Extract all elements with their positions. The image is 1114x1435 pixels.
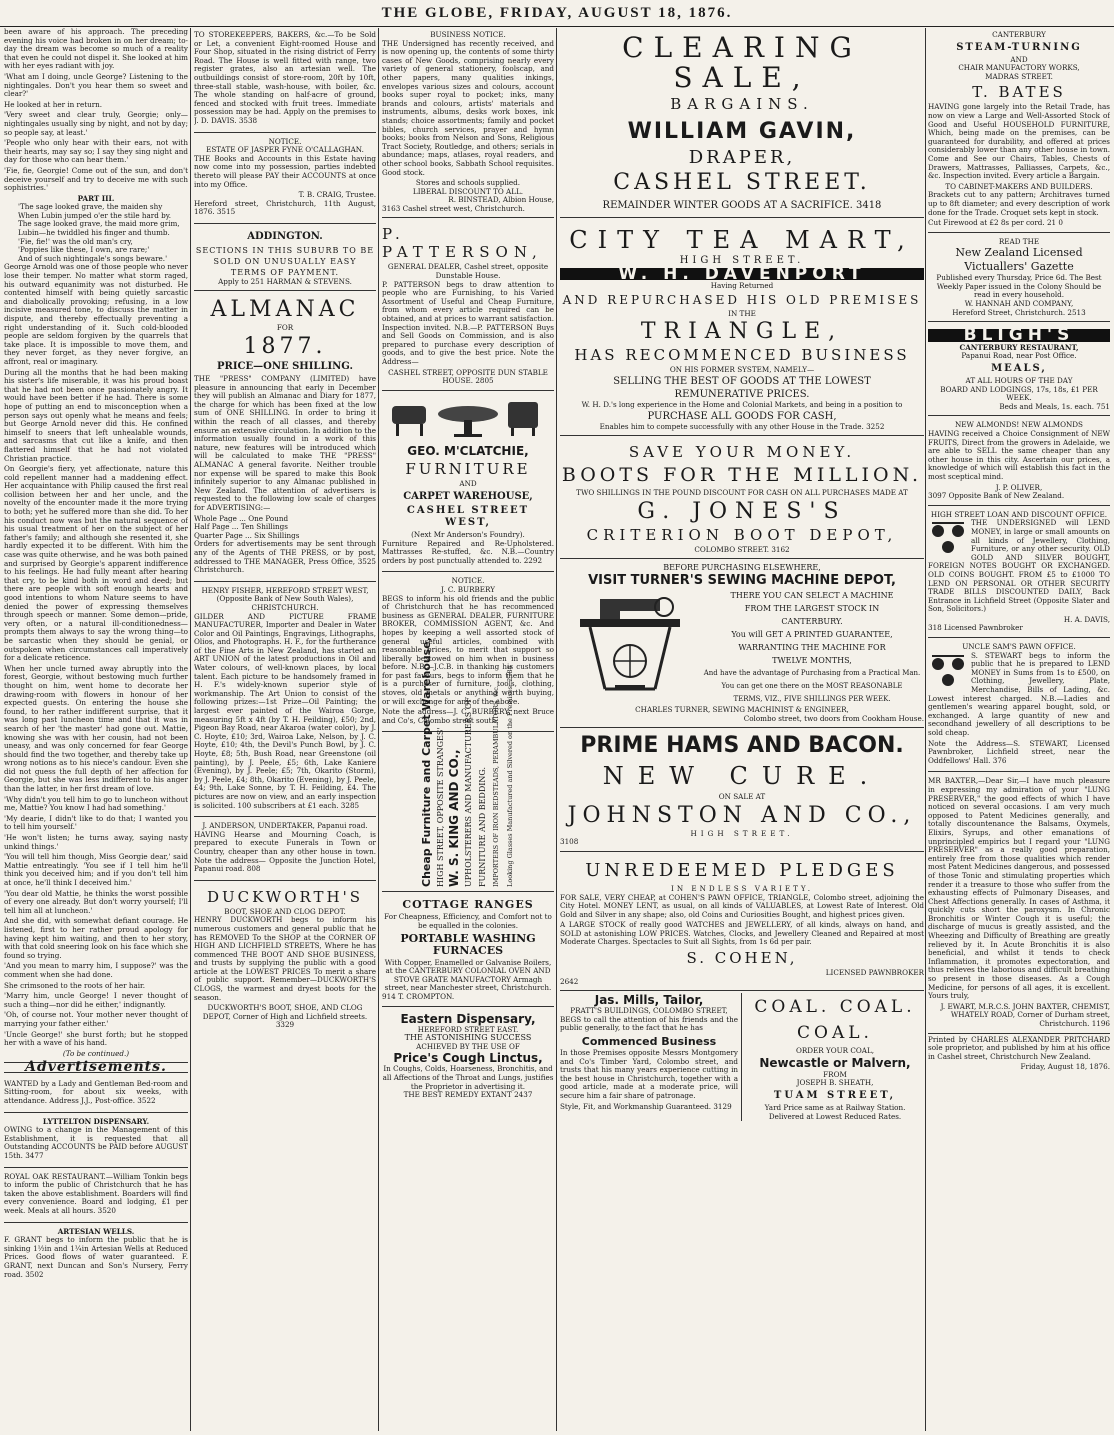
ad-coal-sheath: COAL. COAL. COAL. ORDER YOUR COAL, Newcastle or Malvern, FROM JOSEPH B. SHEATH, TUAM STREET, Yard Price same as at Railway Station. Delivered at Lowest Reduced Rates.	[754, 997, 916, 1121]
ad-baxter-lung-preserver: MR BAXTER,—Dear Sir,—I have much pleasure in expressing my admiration of your "LUNG PRESERVER," the good effects of which I have noticed on several occasions. I am very much opposed to Patent Medicines generally, and totally discountenance the Balsams, Oxymels, Elixirs, Syrups, and other emanations of unprincipled empirics but I regard your "LUNG PRESERVER" as a really good preparation, entirely free from those qualities which render most Patent Medicines dangerous, and possessed of those Tonic and stimulating properties which render it a treasure to those who suffer from the exhausting effects of Pulmonary Diseases, and Chest Affections generally. In cases of Asthma, it quickly cuts short the paroxysm. In Chronic Bronchitis or Winter Cough it is useful; the discharge of mucus is greatly assisted, and the Wheezing and Difficulty of Breathing are greatly relieved by it. In Acute Bronchitis it is also beneficial, and whilst it tends to check Inflammation, it promotes expectoration, and thus relieves the laborious and difficult breathing so present in those diseases. As a Cough Medicine, for persons of all ages, it is excellent. Yours truly, J. EWART, M.R.C.S. JOHN BAXTER, CHEMIST, WHATELY ROAD, Corner of Durham street, Christchurch. 1196	[928, 774, 1110, 1033]
part-heading: PART III.	[77, 193, 115, 203]
story-paragraph: 'You dear old Mattie, he thinks the worst possible of every one already. But don't worry yourself; I'll tell him all at luncheon.'	[4, 888, 188, 915]
story-paragraph: 'Oh, of course not. Your mother never thought of marrying your father either.'	[4, 1010, 188, 1028]
column-1	[4, 28, 188, 1431]
advertisements-heading: Advertisements.	[4, 1062, 188, 1073]
poem-line: When Lubin jumped o'er the stile hard by.	[18, 210, 172, 220]
ad-henry-fisher: HENRY FISHER, HEREFORD STREET WEST, (Opposite Bank of New South Wales), CHRISTCHURCH. GILDER AND PICTURE FRAME MANUFACTURER, Importer and Dealer in Water Color and Oil Paintings, Engravings, Lithographs, Olios, and Photographs. H. F., for the furtherance of the Fine Arts in New Zealand, has started an ART UNION of the latest productions in Oil and Water colours, of well-known places, by local talent. Each picture to be handsomely framed in H. F.'s widely-known superior style of workmanship. The Art Union to consist of the following prizes:—1st Prize—Oil Painting; the largest ever painted of the Wairoa Gorge, measuring 5ft x 4ft (by T. H. Feilding), £50; 2nd, Pigeon Bay Road, near Akaroa (water color), by J. C. Hoyte, £10; 3rd, Wairoa Lake, Nelson, by J. C. Hoyte, £10; 4th, the Devil's Punch Bowl, by J. C. Hoyte, £8; 5th, Bush Road, near Greenstone (oil painting), by J. Peele, £5; 6th, Lake Kaniere (Evening), by J. Peele; £5; 7th, Okarito (Storm), by J. Peele, £4; 8th, Okarito (Evening), by J. Peele, £4; 9th, Lake Sonne, by T. H. Feilding, £4. The pictures are now on view, and an early inspection is solicited. 100 subscribers at £1 each. 3285	[194, 584, 376, 817]
column-5	[928, 28, 1110, 1431]
story-paragraph: 'You will tell him though, Miss Georgie dear,' said Mattie entreatingly. 'You see if I tell him he'll think you deceived him; and if you don't tell him at once, he'll think I deceived him.'	[4, 852, 188, 887]
ad-almanac: ALMANAC FOR 1877. PRICE—ONE SHILLING. THE "PRESS" COMPANY (LIMITED) have pleasure in announcing that early in December they will publish an Almanac and Diary for 1877, the charge for which has been fixed at the low sum of ONE SHILLING. In order to bring it within the reach of all classes, and thereby ensure an extensive circulation. In addition to the information usually found in a work of this nature, new features will be introduced which will be calculated to make THE "PRESS" ALMANAC A general favorite. Neither trouble nor expense will be spared to make this Book infinitely superior to any Almanac published in New Zealand. The attention of advertisers is requested to the following low scale of charges for ADVERTISING:— Whole Page ... One Pound Half Page ... Ten Shillings Quarter Page ... Six Shillings Orders for advertisements may be sent through any of the Agents of THE PRESS, or by post, addressed to THE MANAGER, Press Office, 3525 Christchurch.	[194, 293, 376, 581]
masthead: THE GLOBE, FRIDAY, AUGUST 18, 1876.	[0, 0, 1114, 27]
story-paragraph: When her uncle turned away abruptly into the forest, Georgie, without bestowing much further thought on him, went home to decorate her drawing-room with flowers in honour of her expected guests. On entering the house she found, to her rather indifferent surprise, that it was long past luncheon time and that it was in search of her 'the master' had gone out. Mattie, knowing she was with her cousin, had not been uneasy, and was only concerned for fear George should find the two together, and thereby take up wrong notions as to his niece's candour. Even she did not guess the full depth of her affection for Georgie, but she was less indifferent to his anger than the latter, in her first dream of love.	[4, 663, 188, 794]
story-paragraph: 'People who only hear with their ears, not with their hearts, may say so; I say they sing night and day for those who can hear them.'	[4, 138, 188, 165]
furniture-illustration	[382, 396, 554, 442]
ad-ws-king: Cheap Furniture and Carpet Warehouse, HIGH STREET, OPPOSITE STRANGES' W. S. KING AND CO., UPHOLSTERERS AND MANUFACTURERS OF FURNITURE AND BEDDING. IMPORTERS OF IRON BEDSTEADS, PERAMBULATORS, &c. Looking Glasses Manufactured and Silvered on the Premises. 2784	[382, 734, 554, 892]
ad-wanted: WANTED by a Lady and Gentleman Bed-room and Sitting-room, for about six weeks, with attendance. Address J.J., Post-office. 3522	[4, 1077, 188, 1113]
ad-jas-mills: Jas. Mills, Tailor, PRATT'S BUILDINGS, COLOMBO STREET, BEGS to call the attention of his friends and the public generally, to the fact that he has Commenced Business In those Premises opposite Messrs Montgomery and Co's Timber Yard, Colombo street, and trusts that his many years experience cutting in the best house in Christchurch, together with a good article, made at a moderate price, will secure him a fair share of patronage. Style, Fit, and Workmanship Guaranteed. 3129	[560, 993, 742, 1121]
ad-cottage-ranges: COTTAGE RANGES For Cheapness, Efficiency, and Comfort not to be equalled in the colonies. PORTABLE WASHING FURNACES With Copper, Enamelled or Galvanise Boilers, at the CANTERBURY COLONIAL OVEN AND STOVE GRATE MANUFACTORY Armagh street, near Manchester street, Christchurch. 914 T. CROMPTON.	[382, 894, 554, 1006]
story-paragraph: She crimsoned to the roots of her hair.	[4, 980, 145, 990]
story-paragraph: 'My dearie, I didn't like to do that; I wanted you to tell him yourself.'	[4, 813, 188, 832]
poem	[4, 203, 188, 263]
story-paragraph: 'He won't listen; he turns away, saying nasty unkind things.'	[4, 833, 188, 851]
story-paragraph: He looked at her in return.	[4, 99, 103, 109]
story-paragraph: 'Marry him, uncle George! I never thought of such a thing—nor did he either,' indignantly.	[4, 991, 188, 1009]
ad-lyttelton-dispensary: LYTTELTON DISPENSARY. OWING to a change in the Management of this Establishment, it is requested that all Outstanding ACCOUNTS be PAID before AUGUST 15th. 3477	[4, 1115, 188, 1168]
poem-line: 'The sage looked grave, the maiden shy	[18, 202, 163, 212]
ad-notice-estate: NOTICE. ESTATE OF JASPER FYNE O'CALLAGHAN. THE Books and Accounts in this Estate having now come into my possession, parties indebted thereto will please PAY their ACCOUNTS at once into my Office. T. B. CRAIG, Trustee. Hereford street, Christchurch, 11th August, 1876. 3515	[194, 135, 376, 224]
column-2	[194, 28, 376, 1431]
story-paragraph: 'What am I doing, uncle George? Listening to the nightingales. Don't you hear them so sweet and clear?'	[4, 71, 188, 99]
ad-cohen-pledges: UNREDEEMED PLEDGES IN ENDLESS VARIETY. FOR SALE, VERY CHEAP, at COHEN'S PAWN OFFICE, TRIANGLE, Colombo street, adjoining the City Hotel. MONEY LENT, as usual, on all kinds of VALUABLES, at Lowest Rate of Interest. Old Gold and Silver in any shape; also, old Coins and Curiosities Bought, and highest prices given. A LARGE STOCK of really good WATCHES and JEWELLERY, of all kinds, always on hand, and SOLD at astonishing LOW PRICES. Watches, Clocks, and Jewellery Cleaned and Repaired at most Moderate Charges. Spectacles to Suit all Sights, from 1s 6d per pair. S. COHEN, LICENSED PAWNBROKER 2642	[560, 854, 924, 991]
ad-duckworth: DUCKWORTH'S BOOT, SHOE AND CLOG DEPOT. HENRY DUCKWORTH begs to inform his numerous customers and general public that he has REMOVED To the SHOP at the CORNER OF HIGH AND LICHFIELD STREETS, Where he has commenced THE BOOT AND SHOE BUSINESS, and trusts by supplying the public with a good article at the LOWEST PRICES To merit a share of public support. Remember—DUCKWORTH'S CLOGS, the warmest and dryest boots for the season. DUCKWORTH'S BOOT, SHOE, AND CLOG DEPOT, Corner of High and Lichfield streets. 3329	[194, 887, 376, 1030]
ad-patterson: P. PATTERSON, GENERAL DEALER, Cashel street, opposite Dunstable House. P. PATTERSON begs to draw attention to people who are Furnishing, to his Varied Assortment of Useful and Cheap Furniture, from whom every article required can be obtained, and at prices to warrant satisfaction. Inspection invited. N.B.—P. PATTERSON Buys and Sell Goods on Commission, and is also prepared to purchase every description of goods, and to give the best price. Note the Address— CASHEL STREET, OPPOSITE DUN STABLE HOUSE. 2805	[382, 220, 554, 390]
story-paragraph: 'Why didn't you tell him to go to luncheon without me, Mattie? You know I had had something.'	[4, 794, 188, 813]
poem-line: The sage looked grave, the maid more grim,	[18, 219, 180, 229]
ad-jones-boots: SAVE YOUR MONEY. BOOTS FOR THE MILLION. TWO SHILLINGS IN THE POUND DISCOUNT FOR CASH ON ALL PURCHASES MADE AT G. JONES'S CRITERION BOOT DEPOT, COLOMBO STREET. 3162	[560, 438, 924, 559]
ad-loan-office: HIGH STREET LOAN AND DISCOUNT OFFICE. THE UNDERSIGNED will LEND MONEY, in large or small amounts on all kinds of Jewellery, Clothing, Furniture, or any other security. OLD GOLD AND SILVER BOUGHT, FOREIGN NOTES BOUGHT OR EXCHANGED. OLD COINS BOUGHT. FROM £5 to £1000 TO LEND ON PERSONAL OR OTHER SECURITY TRADE BILLS DISCOUNTED DAILY, Back Entrance in Lichfield Street (Opposite Slater and Son, Solicitors.) H. A. DAVIS, 318 Licensed Pawnbroker	[928, 508, 1110, 638]
story-paragraph: 'Uncle George!' she burst forth; but he stopped her with a wave of his hand.	[4, 1029, 188, 1048]
ad-uncle-sams: UNCLE SAM'S PAWN OFFICE. S. STEWART begs to inform the public that he is prepared to LEND MONEY in Sums from 1s to £500, on Clothing, Jewellery, Plate, Merchandise, Bills of Lading, &c. Lowest interest charged. N.B.—Ladies and gentlemen's wearing apparel bought, sold, or exchanged. A large quantity of new and secondhand jewellery of all descriptions to be sold cheap. Note the Address—S. STEWART, Licensed Pawnbroker, Lichfield street, near the Oddfellows' Hall. 376	[928, 640, 1110, 772]
bottom-ads-row	[560, 993, 924, 1121]
ad-artesian-wells: ARTESIAN WELLS. F. GRANT begs to inform the public that he is sinking 1½in and 1¼in Artesian Wells at Reduced Prices. Good flows of water guaranteed. F. GRANT, next Duncan and Son's Nursery, Ferry road. 3502	[4, 1226, 188, 1279]
poem-line: And of such nightingale's songs beware.'	[18, 253, 168, 263]
ad-nz-gazette: READ THE New Zealand Licensed Victuallers' Gazette Published every Thursday, Price 6d. The Best Weekly Paper issued in the Colony Should be read in every household. W. HANNAH AND COMPANY, Hereford Street, Christchurch. 2513	[928, 235, 1110, 323]
ad-city-tea-mart: CITY TEA MART, HIGH STREET. W. H. DAVENPORT Having Returned AND REPURCHASED HIS OLD PREMISES IN THE TRIANGLE, HAS RECOMMENCED BUSINESS ON HIS FORMER SYSTEM, NAMELY— SELLING THE BEST OF GOODS AT THE LOWEST REMUNERATIVE PRICES. W. H. D.'s long experience in the Home and Colonial Markets, and being in a position to PURCHASE ALL GOODS FOR CASH, Enables him to compete successfully with any other House in the Trade. 3252	[560, 220, 924, 436]
ad-johnston-hams: PRIME HAMS AND BACON. NEW CURE. ON SALE AT JOHNSTON AND CO., HIGH STREET. 3108	[560, 730, 924, 852]
story-paragraph: 'Very sweet and clear truly, Georgie; only—nightingales usually sing by night, and not by day; so people say, at least.'	[4, 110, 188, 137]
ad-mclatchie: GEO. M'CLATCHIE, FURNITURE AND CARPET WAREHOUSE, CASHEL STREET WEST, (Next Mr Anderson's Foundry). Furniture Repaired and Re-Upholstered. Mattrasses Re-stuffed, &c. N.B.—Country orders by post punctually attended to. 2292	[382, 393, 554, 573]
story-part-1	[4, 28, 188, 193]
ad-turner-sewing: BEFORE PURCHASING ELSEWHERE, VISIT TURNER'S SEWING MACHINE DEPOT, THERE YOU CAN SELECT A MACHINE FROM THE LARGEST STOCK IN CANTERBURY. You will GET A PRINTED GUARANTEE, WARRANTING THE MACHINE FOR TWELVE MONTHS, And have the advantage of Purchasing from a Practical Man. You can get one there on the MOST REASONABLE TERMS, VIZ., FIVE SHILLINGS PER WEEK. CHARLES TURNER, SEWING MACHINIST & ENGINEER, Colombo street, two doors from Cookham House.	[560, 561, 924, 728]
poem-line: Lubin—he twiddled his finger and thumb.	[18, 228, 170, 238]
ad-anderson-undertaker: J. ANDERSON, UNDERTAKER, Papanui road. HAVING Hearse and Mourning Coach, is prepared to execute Funerals in Town or Country, cheaper than any other house in town. Note the address— Opposite the Junction Hotel, Papanui road. 808	[194, 819, 376, 881]
story-part-2	[4, 263, 188, 1047]
sewing-machine-illustration	[560, 589, 700, 699]
pawnbroker-balls-icon	[928, 652, 968, 688]
story-paragraph: George Arnold was one of those people who never lose their temper. No matter what storm raged, his outward equanimity was not disturbed. He contented himself with being quietly sarcastic and diabolically provoking; refusing, in a low incisive measured tone, to discuss the matter in dispute, and thereby effectually preventing a right understanding of it. Such cold-blooded people are seldom forgiven by the quarrels that take place. It is impossible to move them, and they never forget, as they never forgive, an affront, real or imaginary.	[4, 262, 188, 366]
column-4	[560, 28, 924, 1431]
ad-new-almonds: NEW ALMONDS! NEW ALMONDS HAVING received a Choice Consignment of NEW FRUITS, Direct from the growers in Adelaide, we are able to SELL the same cheaper than any other house in this city. Ascertain our prices, a knowledge of which will establish this fact in the most sceptical mind. J. P. OLIVER, 3097 Opposite Bank of New Zealand.	[928, 418, 1110, 505]
to-be-continued: (To be continued.)	[62, 1048, 130, 1058]
poem-line: 'Poppies like these, I own, are rare;'	[18, 245, 150, 255]
ad-addington: ADDINGTON. SECTIONS IN THIS SUBURB TO BE SOLD ON UNUSUALLY EASY TERMS OF PAYMENT. Apply to 251 HARMAN & STEVENS.	[194, 226, 376, 292]
ad-blighs: BLIGH'S CANTERBURY RESTAURANT, Papanui Road, near Post Office. MEALS, AT ALL HOURS OF THE DAY BOARD AND LODGINGS, 17s, 18s, £1 PER WEEK. Beds and Meals, 1s. each. 751	[928, 324, 1110, 416]
ad-eastern-dispensary: Eastern Dispensary, HEREFORD STREET EAST. THE ASTONISHING SUCCESS ACHIEVED BY THE USE OF Price's Cough Linctus, In Coughs, Colds, Hoarseness, Bronchitis, and all Affections of the Throat and Lungs, justifies the Proprietor in advertising it. THE BEST REMEDY EXTANT 2437	[382, 1011, 554, 1100]
story-paragraph: been aware of his approach. The preceding evening his voice had broken in on her dream; to-day the dream was become so much of a reality that even he could not dispel it. She looked at him with her eyes radiant with joy.	[4, 28, 188, 71]
story-paragraph: 'Fie, fie, Georgie! Come out of the sun, and don't deceive yourself and try to deceive me with such sophistries.'	[4, 165, 188, 193]
column-3	[382, 28, 554, 1431]
poem-line: 'Fie, fie!' was the old man's cry,	[18, 236, 133, 246]
story-paragraph: On Georgie's fiery, yet affectionate, nature this cold repellent manner had a maddening effect. Her acquaintance with Philip caused the first real collision between her and her uncle, and the novelty of the encounter made it the more trying to both; yet he suffered more than she did. To her his conduct now was but the natural sequence of his usual treatment of her on the subject of her father's family; and although she resented it, she hardly expected it to be different. With him the case was quite otherwise, and he was both pained and surprised by Georgie's apparent indifference to his feelings. He had fully meant after hearing that cry, to be kind both in word and deed; but there are people with soft enough hearts and good intentions to whom Nature seems to have denied the power of expressing themselves through speech or manner. Some demon—pride, very often, or a natural ill-conditionedness—prompts them always to say the wrong thing—to be sarcastic when they should be genial, or outspoken when circumstances call imperatively for a delicate reticence.	[4, 464, 188, 663]
ad-william-gavin: CLEARING SALE, BARGAINS. WILLIAM GAVIN, DRAPER, CASHEL STREET. REMAINDER WINTER GOODS AT A SACRIFICE. 3418	[560, 28, 924, 218]
ad-storekeepers: TO STOREKEEPERS, BAKERS, &c.—To be Sold or Let, a convenient Eight-roomed House and Four Shop, situated in the rising district of Ferry Road. The House is well fitted with range, two register grates, also an artesian well. The outbuildings consist of store-room, 20ft by 10ft, three-stall stable, wash-house, with boiler, &c. The whole standing on half-acre of ground, fenced and stocked with fruit trees. Immediate possession may be had. Apply on the premises to J. D. DAVIS. 3538	[194, 28, 376, 133]
ad-royal-oak: ROYAL OAK RESTAURANT.—William Tonkin begs to inform the public of Christchurch that he has taken the above establishment. Boarders will find every convenience. Board and lodging, £1 per week. Meals at all hours. 3520	[4, 1170, 188, 1223]
ad-t-bates: CANTERBURY STEAM-TURNING AND CHAIR MANUFACTORY WORKS, MADRAS STREET. T. BATES HAVING gone largely into the Retail Trade, has now on view a Large and Well-Assorted Stock of Good and Useful HOUSEHOLD FURNITURE, Which, being made on the premises, can be guaranteed for durability, and offered at prices considerably lower than any other house in town. Come and See our Chairs, Tables, Chests of Drawers, Mattrasses, Palliasses, Carpets, &c., &c. Inspection invited. Every article a Bargain. TO CABINET-MAKERS AND BUILDERS. Brackets cut to any pattern; Architraves turned up to 8ft diameter; and every description of work done for the Trade. Croquet sets kept in stock. Cut Firewood at £2 8s per cord. 21 0	[928, 28, 1110, 233]
printer-imprint: Printed by CHARLES ALEXANDER PRITCHARD sole proprietor, and published by him at his office in Cashel street, Christchurch New Zealand. Friday, August 18, 1876.	[928, 1034, 1110, 1072]
pawnbroker-balls-icon	[928, 519, 968, 555]
story-paragraph: During all the months that he had been making his sister's life miserable, it was his proud boast that he had not been once passionately angry. It would have been better if he had. There is some hope of putting an end to misconception when a person says out openly what he means and feels; but George Arnold never did this. He confined himself to sneers that left unhealable wounds, and sarcasms that cut like a knife, and then flattered himself that he had not violated Christian practice.	[4, 367, 188, 463]
ad-burbery: NOTICE. J. C. BURBERY BEGS to inform his old friends and the public of Christchurch that he has recommenced business as GENERAL DEALER, FURNITURE BROKER, COMMISSION AGENT, &c. And hopes by keeping a well assorted stock of general useful articles, combined with reasonable prices, to merit that support so liberally bestowed on him when in business before. N.B.—J.C.B. in thanking his customers for past favours, begs to inform them that he is a purchaser of furniture, tools, clothing, stoves, old metals or anything worth buying, or will exchange for any of the above. Note the address—J. C. BURBERY, next Bruce and Co's, Colombo street south.	[382, 574, 554, 732]
ad-business-notice: BUSINESS NOTICE. THE Undersigned has recently received, and is now opening up, the contents of some thirty cases of New Goods, comprising nearly every variety of general stationery, foolscap, and other papers, many qualities inkings, envelopes various sizes and colours, account books super royal to pocket; inks, many brands and colours, artists' materials and instruments, albums, desks work boxes, ink stands; choice assortments; family and pocket bibles, church services, prayer and hymn books; books from Nelson and Sons, Religious Tract Society, Routledge, and others; serials in abundance; maps, atlases, royal readers, and other school books, Sabbath School requisites. Good stock. Stores and schools supplied. LIBERAL DISCOUNT TO ALL. R. BINSTEAD, Albion House, 3163 Cashel street west, Christchurch.	[382, 28, 554, 218]
story-paragraph: And she did, with somewhat defiant courage. He listened, first to her rather proud apology for having kept him waiting, and then to her story, with that cold sneering look on his face which she found so trying.	[4, 916, 188, 960]
story-paragraph: 'And you mean to marry him, I suppose?' was the comment when she had done.	[4, 961, 188, 979]
